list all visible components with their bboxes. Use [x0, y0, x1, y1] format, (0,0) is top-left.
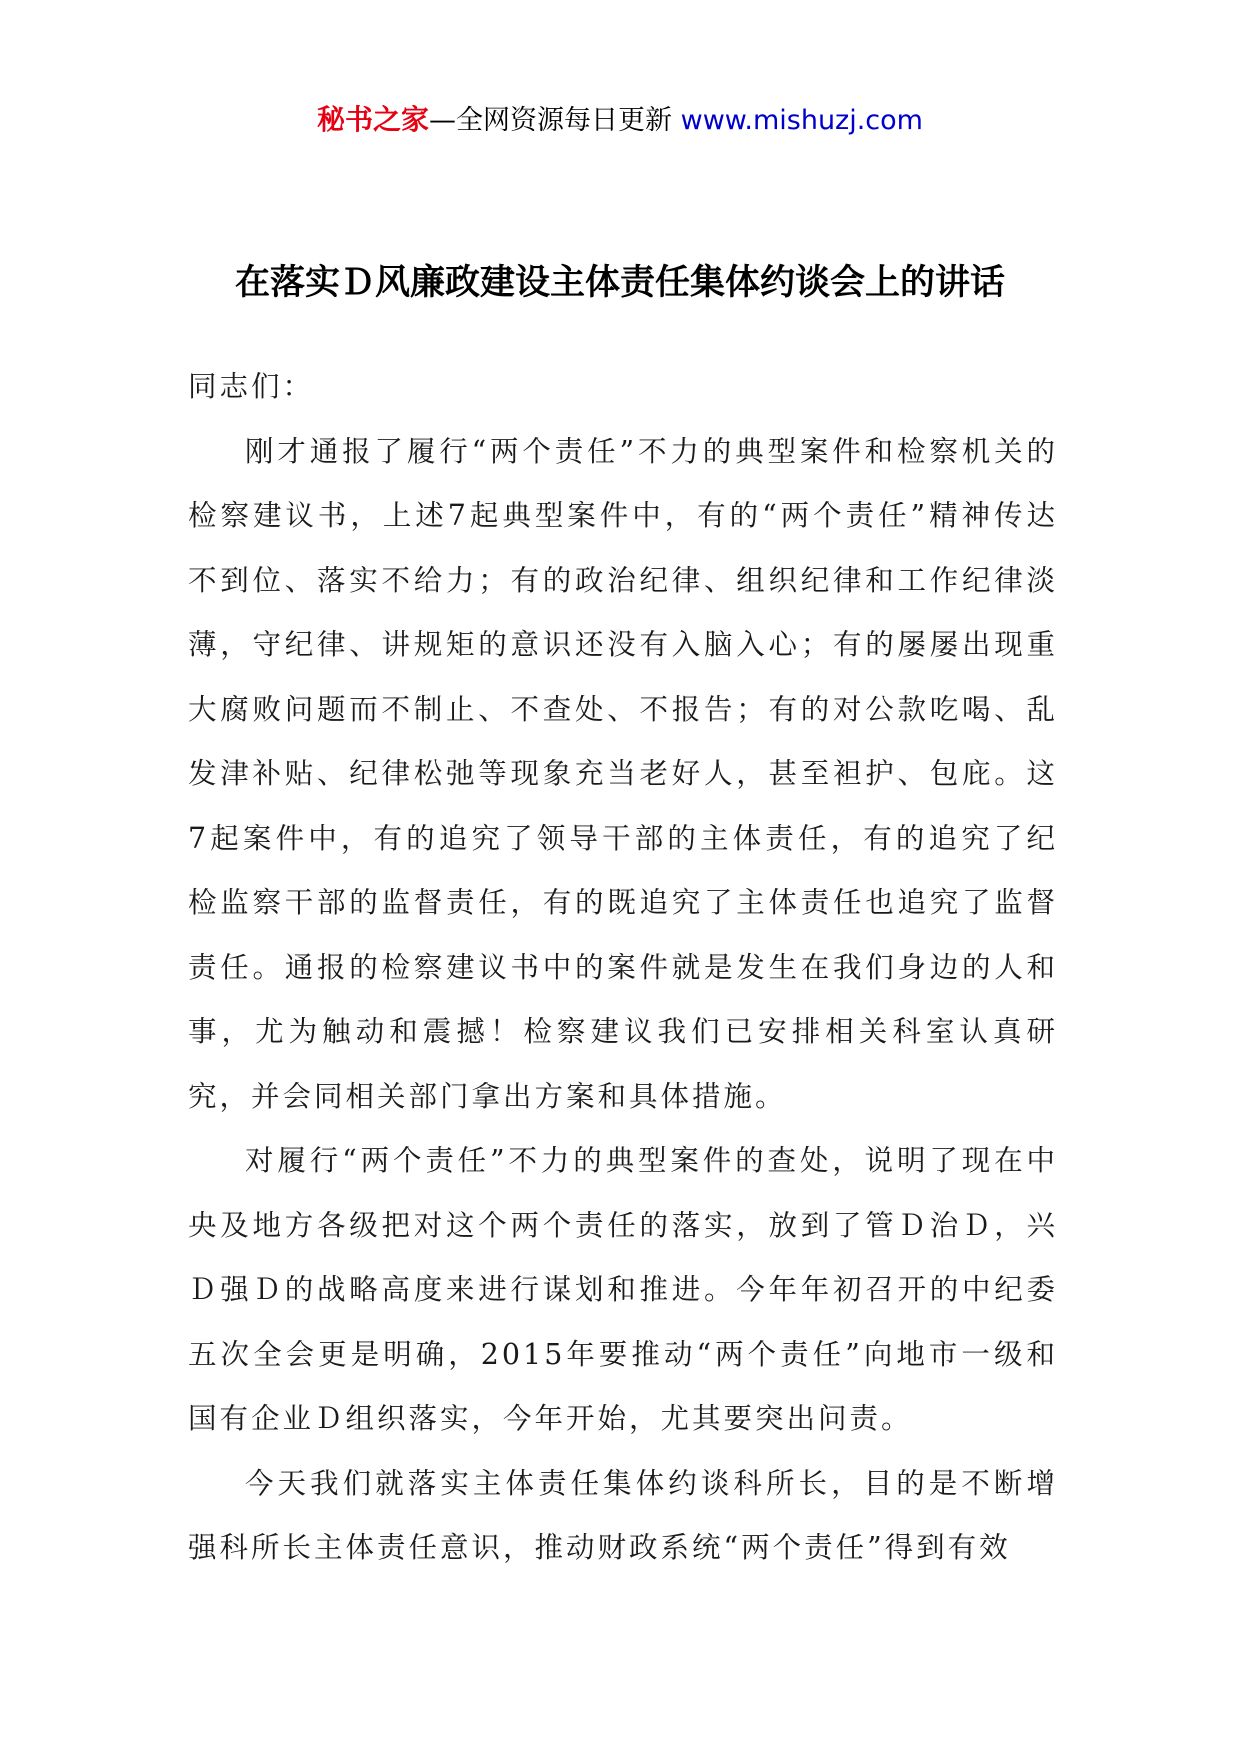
document-body: [188, 355, 1058, 1581]
body-paragraph: 刚才通报了履行“两个责任”不力的典型案件和检察机关的检察建议书，上述7起典型案件中，有的“两个责任”精神传达不到位、落实不给力；有的政治纪律、组织纪律和工作纪律淡薄，守纪律、讲规矩的意识还没有入脑入心；有的屡屡出现重大腐败问题而不制止、不查处、不报告；有的对公款吃喝、乱发津补贴、纪律松弛等现象充当老好人，甚至袒护、包庇。这7起案件中，有的追究了领导干部的主体责任，有的追究了纪检监察干部的监督责任，有的既追究了主体责任也追究了监督责任。通报的检察建议书中的案件就是发生在我们身边的人和事，尤为触动和震撼！检察建议我们已安排相关科室认真研究，并会同相关部门拿出方案和具体措施。: [188, 434, 1058, 1113]
site-tagline: —全网资源每日更新: [429, 105, 673, 136]
site-url-link[interactable]: www.mishuzj.com: [680, 105, 923, 136]
site-brand: 秘书之家: [317, 103, 430, 136]
body-paragraph: 今天我们就落实主体责任集体约谈科所长，目的是不断增强科所长主体责任意识，推动财政系统“两个责任”得到有效: [188, 1466, 1058, 1564]
site-header: [0, 100, 1240, 141]
document-title: 在落实Ｄ风廉政建设主体责任集体约谈会上的讲话: [234, 262, 1005, 303]
salutation: 同志们：: [188, 370, 315, 403]
body-paragraph: 对履行“两个责任”不力的典型案件的查处，说明了现在中央及地方各级把对这个两个责任的落实，放到了管Ｄ治Ｄ，兴Ｄ强Ｄ的战略高度来进行谋划和推进。今年年初召开的中纪委五次全会更是明确，2015年要推动“两个责任”向地市一级和国有企业Ｄ组织落实，今年开始，尤其要突出问责。: [188, 1144, 1058, 1435]
